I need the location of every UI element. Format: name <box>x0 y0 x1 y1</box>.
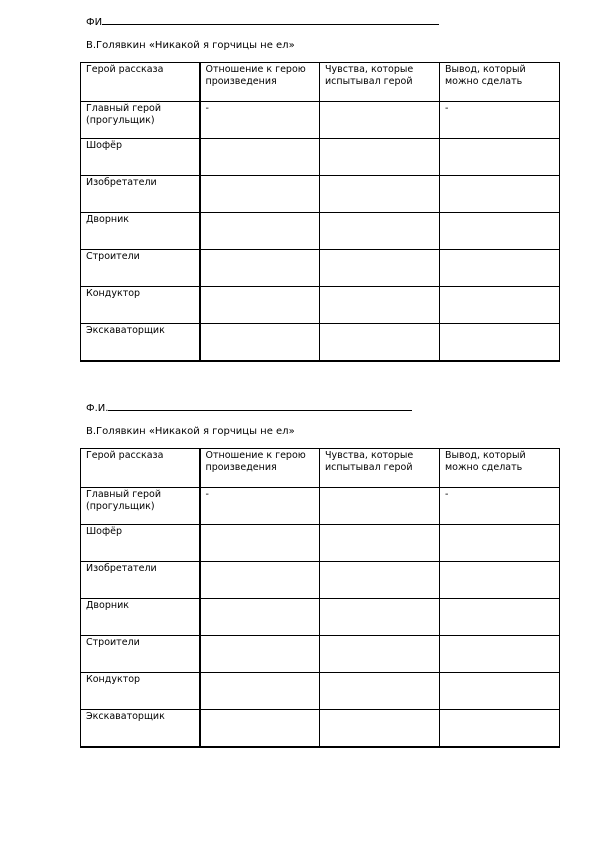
table-row <box>81 102 560 139</box>
attitude-cell[interactable] <box>200 636 320 673</box>
feelings-cell[interactable] <box>320 139 440 176</box>
feelings-cell[interactable] <box>320 525 440 562</box>
name-underline <box>102 14 439 25</box>
attitude-cell[interactable] <box>200 250 320 287</box>
conclusion-cell[interactable]: - <box>440 488 560 525</box>
conclusion-cell[interactable] <box>440 176 560 213</box>
conclusion-cell[interactable] <box>440 250 560 287</box>
heroes-table <box>80 62 560 362</box>
worksheet-title: В.Голявкин «Никакой я горчицы не ел» <box>86 426 295 437</box>
feelings-cell[interactable] <box>320 488 440 525</box>
attitude-cell[interactable] <box>200 673 320 710</box>
hero-name-cell: Строители <box>81 250 200 287</box>
name-field[interactable] <box>86 14 439 29</box>
table-row <box>81 636 560 673</box>
feelings-cell[interactable] <box>320 287 440 324</box>
heroes-table <box>80 448 560 748</box>
conclusion-cell[interactable] <box>440 636 560 673</box>
feelings-cell[interactable] <box>320 636 440 673</box>
attitude-cell[interactable]: - <box>200 488 320 525</box>
conclusion-cell[interactable] <box>440 710 560 747</box>
conclusion-cell[interactable] <box>440 673 560 710</box>
hero-name-cell: Дворник <box>81 213 200 250</box>
header-hero: Герой рассказа <box>81 63 200 102</box>
name-label: Ф.И. <box>86 403 109 414</box>
header-attitude: Отношение к герою произведения <box>200 449 320 488</box>
table-header-row <box>81 449 560 488</box>
feelings-cell[interactable] <box>320 562 440 599</box>
feelings-cell[interactable] <box>320 599 440 636</box>
feelings-cell[interactable] <box>320 250 440 287</box>
conclusion-cell[interactable] <box>440 599 560 636</box>
table-row <box>81 213 560 250</box>
header-feelings: Чувства, которые испытывал герой <box>320 63 440 102</box>
table-row <box>81 176 560 213</box>
conclusion-cell[interactable] <box>440 525 560 562</box>
hero-name-cell: Кондуктор <box>81 673 200 710</box>
hero-name-cell: Строители <box>81 636 200 673</box>
name-field[interactable] <box>86 400 412 415</box>
hero-name-cell: Экскаваторщик <box>81 324 200 361</box>
conclusion-cell[interactable] <box>440 562 560 599</box>
table-row <box>81 139 560 176</box>
conclusion-cell[interactable] <box>440 213 560 250</box>
table-header-row <box>81 63 560 102</box>
conclusion-cell[interactable] <box>440 287 560 324</box>
conclusion-cell[interactable] <box>440 139 560 176</box>
hero-name-cell: Кондуктор <box>81 287 200 324</box>
worksheet-title: В.Голявкин «Никакой я горчицы не ел» <box>86 40 295 51</box>
attitude-cell[interactable] <box>200 525 320 562</box>
attitude-cell[interactable] <box>200 710 320 747</box>
name-label: ФИ <box>86 17 103 28</box>
attitude-cell[interactable] <box>200 213 320 250</box>
table-row <box>81 250 560 287</box>
hero-name-cell: Дворник <box>81 599 200 636</box>
attitude-cell[interactable] <box>200 287 320 324</box>
attitude-cell[interactable]: - <box>200 102 320 139</box>
feelings-cell[interactable] <box>320 176 440 213</box>
hero-name-cell: Главный герой (прогульщик) <box>81 102 200 139</box>
header-hero: Герой рассказа <box>81 449 200 488</box>
conclusion-cell[interactable] <box>440 324 560 361</box>
table-row <box>81 710 560 747</box>
hero-name-cell: Главный герой (прогульщик) <box>81 488 200 525</box>
table-row <box>81 287 560 324</box>
feelings-cell[interactable] <box>320 673 440 710</box>
header-feelings: Чувства, которые испытывал герой <box>320 449 440 488</box>
attitude-cell[interactable] <box>200 176 320 213</box>
hero-name-cell: Шофёр <box>81 525 200 562</box>
attitude-cell[interactable] <box>200 562 320 599</box>
header-attitude: Отношение к герою произведения <box>200 63 320 102</box>
attitude-cell[interactable] <box>200 599 320 636</box>
table-row <box>81 525 560 562</box>
attitude-cell[interactable] <box>200 139 320 176</box>
header-conclusion: Вывод, который можно сделать <box>440 63 560 102</box>
table-row <box>81 673 560 710</box>
table-row <box>81 599 560 636</box>
feelings-cell[interactable] <box>320 324 440 361</box>
hero-name-cell: Экскаваторщик <box>81 710 200 747</box>
conclusion-cell[interactable]: - <box>440 102 560 139</box>
table-row <box>81 324 560 361</box>
hero-name-cell: Изобретатели <box>81 176 200 213</box>
hero-name-cell: Изобретатели <box>81 562 200 599</box>
attitude-cell[interactable] <box>200 324 320 361</box>
feelings-cell[interactable] <box>320 710 440 747</box>
table-row <box>81 562 560 599</box>
hero-name-cell: Шофёр <box>81 139 200 176</box>
name-underline <box>108 400 412 411</box>
feelings-cell[interactable] <box>320 213 440 250</box>
feelings-cell[interactable] <box>320 102 440 139</box>
header-conclusion: Вывод, который можно сделать <box>440 449 560 488</box>
table-row <box>81 488 560 525</box>
